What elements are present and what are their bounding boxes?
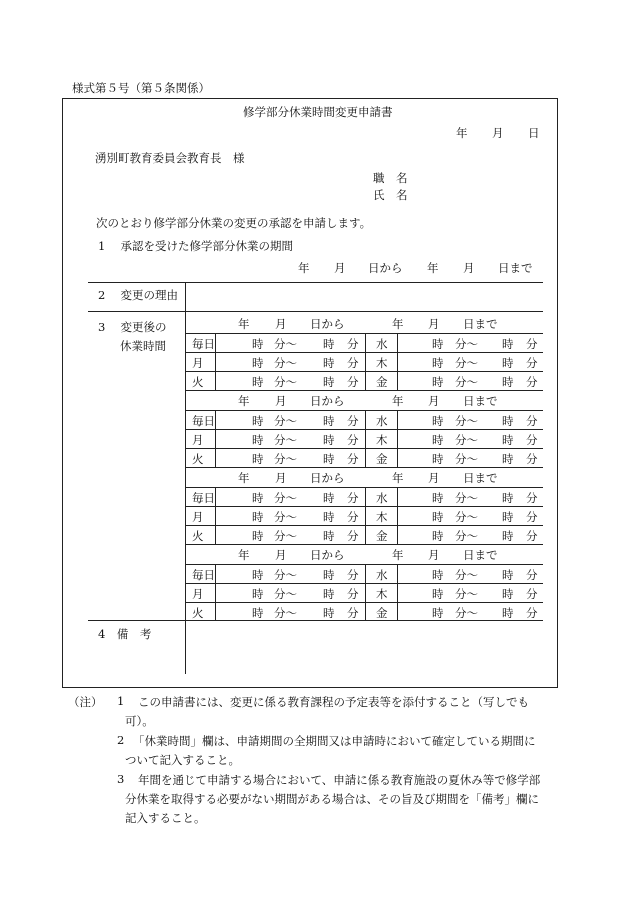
day-label: 毎日 [192, 568, 215, 582]
schedule-row-divider [185, 544, 543, 545]
minute-label: 分 [347, 356, 359, 370]
day-label: 毎日 [192, 337, 215, 351]
hour-label: 時 [502, 568, 514, 582]
day-column-divider [397, 410, 398, 467]
hour-label: 時 [432, 529, 444, 543]
day-label: 金 [376, 529, 388, 543]
hour-label: 時 [323, 375, 335, 389]
half-column-divider [365, 487, 366, 544]
name-label: 氏 名 [373, 188, 408, 202]
minute-label: 分 [526, 510, 538, 524]
minute-label: 分 [347, 414, 359, 428]
day-label: 火 [192, 606, 204, 620]
day-label: 火 [192, 529, 204, 543]
minute-label: 分 [526, 414, 538, 428]
minute-from-label: 分～ [274, 414, 297, 428]
period-to: 日まで [463, 471, 498, 485]
minute-from-label: 分～ [455, 606, 478, 620]
period-month: 月 [334, 261, 346, 275]
intro-text: 次のとおり修学部分休業の変更の承認を申請します。 [96, 216, 372, 230]
day-label: 水 [376, 337, 388, 351]
day-label: 月 [192, 510, 204, 524]
day-label: 火 [192, 452, 204, 466]
day-label: 水 [376, 568, 388, 582]
minute-label: 分 [347, 491, 359, 505]
row2-label: 2 変更の理由 [98, 288, 178, 302]
note3-text-cont2: 記入すること。 [125, 811, 206, 825]
hour-label: 時 [323, 452, 335, 466]
hour-label: 時 [502, 452, 514, 466]
period-to: 日まで [463, 548, 498, 562]
minute-from-label: 分～ [274, 510, 297, 524]
period-year: 年 [392, 548, 404, 562]
row3-label-line1: 3 変更後の [98, 320, 167, 334]
row1-label: 1 承認を受けた修学部分休業の期間 [98, 239, 293, 253]
hour-label: 時 [323, 587, 335, 601]
note1-text: この申請書には、変更に係る教育課程の予定表等を添付すること（写しでも [138, 695, 529, 709]
hour-label: 時 [432, 414, 444, 428]
day-column-divider [397, 564, 398, 621]
day-label: 水 [376, 414, 388, 428]
note2-text-cont: ついて記入すること。 [125, 753, 240, 767]
schedule-row-divider [185, 467, 543, 468]
hour-label: 時 [252, 606, 264, 620]
day-label: 金 [376, 375, 388, 389]
row4-label: 4 備 考 [98, 627, 152, 641]
hour-label: 時 [432, 375, 444, 389]
form-label: 様式第５号（第５条関係） [72, 81, 210, 95]
row-divider [88, 311, 543, 312]
row1-period [0, 258, 630, 278]
date-day-label: 日 [528, 126, 540, 140]
schedule-row-divider [185, 564, 543, 565]
hour-label: 時 [502, 529, 514, 543]
hour-label: 時 [432, 337, 444, 351]
minute-from-label: 分～ [274, 433, 297, 447]
schedule-row-divider [185, 448, 543, 449]
hour-label: 時 [323, 433, 335, 447]
hour-label: 時 [502, 433, 514, 447]
day-label: 金 [376, 606, 388, 620]
schedule-row-divider [185, 506, 543, 507]
period-from: 日から [310, 471, 345, 485]
minute-from-label: 分～ [274, 568, 297, 582]
minute-label: 分 [526, 356, 538, 370]
hour-label: 時 [323, 568, 335, 582]
schedule-row-divider [185, 352, 543, 353]
minute-from-label: 分～ [455, 529, 478, 543]
minute-label: 分 [347, 606, 359, 620]
period-year: 年 [238, 548, 250, 562]
minute-label: 分 [526, 375, 538, 389]
minute-from-label: 分～ [455, 491, 478, 505]
note3-text-cont: 分休業を取得する必要がない期間がある場合は、その旨及び期間を「備考」欄に [125, 792, 539, 806]
period-year: 年 [392, 471, 404, 485]
minute-from-label: 分～ [274, 606, 297, 620]
day-label: 月 [192, 356, 204, 370]
half-column-divider [365, 564, 366, 621]
period-year: 年 [392, 394, 404, 408]
period-month: 月 [428, 394, 440, 408]
minute-from-label: 分～ [455, 452, 478, 466]
period-to: 日まで [463, 394, 498, 408]
schedule-row-divider [185, 583, 543, 584]
hour-label: 時 [323, 356, 335, 370]
minute-label: 分 [347, 568, 359, 582]
hour-label: 時 [252, 414, 264, 428]
minute-label: 分 [347, 529, 359, 543]
minute-label: 分 [526, 606, 538, 620]
minute-label: 分 [526, 452, 538, 466]
hour-label: 時 [502, 337, 514, 351]
day-label: 木 [376, 433, 388, 447]
note3-text: 年間を通じて申請する場合において、申請に係る教育施設の夏休み等で修学部 [138, 773, 541, 787]
minute-from-label: 分～ [274, 452, 297, 466]
note1-number: 1 [117, 694, 125, 708]
minute-label: 分 [347, 587, 359, 601]
minute-from-label: 分～ [455, 337, 478, 351]
hour-label: 時 [323, 510, 335, 524]
hour-label: 時 [252, 510, 264, 524]
hour-label: 時 [252, 587, 264, 601]
hour-label: 時 [252, 568, 264, 582]
period-month: 月 [275, 471, 287, 485]
minute-from-label: 分～ [455, 375, 478, 389]
hour-label: 時 [432, 452, 444, 466]
day-label: 月 [192, 433, 204, 447]
minute-label: 分 [526, 529, 538, 543]
position-field[interactable] [420, 168, 540, 184]
hour-label: 時 [323, 414, 335, 428]
schedule-row-divider [185, 390, 543, 391]
half-column-divider [365, 410, 366, 467]
period-year: 年 [392, 317, 404, 331]
period-month: 月 [428, 471, 440, 485]
day-column-divider [215, 333, 216, 390]
hour-label: 時 [252, 337, 264, 351]
hour-label: 時 [502, 414, 514, 428]
note3-number: 3 [117, 772, 125, 786]
minute-label: 分 [526, 337, 538, 351]
day-label: 木 [376, 356, 388, 370]
addressee: 湧別町教育委員会教育長 様 [95, 151, 245, 165]
minute-label: 分 [526, 568, 538, 582]
period-year: 年 [238, 394, 250, 408]
minute-from-label: 分～ [455, 414, 478, 428]
day-label: 月 [192, 587, 204, 601]
schedule-row-divider [185, 602, 543, 603]
minute-label: 分 [347, 510, 359, 524]
hour-label: 時 [432, 568, 444, 582]
hour-label: 時 [502, 375, 514, 389]
schedule-row-divider [185, 525, 543, 526]
day-column-divider [215, 564, 216, 621]
label-column-divider [185, 282, 186, 674]
minute-from-label: 分～ [274, 375, 297, 389]
minute-from-label: 分～ [455, 433, 478, 447]
minute-from-label: 分～ [455, 587, 478, 601]
hour-label: 時 [252, 356, 264, 370]
day-column-divider [215, 410, 216, 467]
hour-label: 時 [323, 491, 335, 505]
day-column-divider [397, 333, 398, 390]
schedule-row-divider [185, 371, 543, 372]
period-year: 年 [427, 261, 439, 275]
hour-label: 時 [432, 433, 444, 447]
period-month: 月 [275, 394, 287, 408]
hour-label: 時 [432, 356, 444, 370]
row3-label-line2: 休業時間 [120, 339, 166, 353]
period-from: 日から [310, 548, 345, 562]
day-label: 水 [376, 491, 388, 505]
day-label: 木 [376, 510, 388, 524]
hour-label: 時 [323, 337, 335, 351]
minute-label: 分 [526, 587, 538, 601]
period-from: 日から [310, 394, 345, 408]
hour-label: 時 [502, 606, 514, 620]
hour-label: 時 [502, 587, 514, 601]
day-column-divider [215, 487, 216, 544]
day-label: 木 [376, 587, 388, 601]
hour-label: 時 [502, 356, 514, 370]
period-month: 月 [463, 261, 475, 275]
day-label: 火 [192, 375, 204, 389]
name-field[interactable] [420, 185, 540, 201]
row-divider [88, 282, 543, 283]
hour-label: 時 [502, 491, 514, 505]
day-label: 毎日 [192, 491, 215, 505]
period-month: 月 [275, 317, 287, 331]
day-column-divider [397, 487, 398, 544]
period-to: 日まで [463, 317, 498, 331]
period-month: 月 [428, 548, 440, 562]
hour-label: 時 [323, 606, 335, 620]
hour-label: 時 [432, 491, 444, 505]
date-month-label: 月 [492, 126, 504, 140]
hour-label: 時 [252, 433, 264, 447]
minute-from-label: 分～ [455, 510, 478, 524]
minute-from-label: 分～ [274, 356, 297, 370]
period-year: 年 [238, 317, 250, 331]
notes-prefix: （注） [68, 695, 103, 709]
schedule-row-divider [185, 333, 543, 334]
hour-label: 時 [252, 452, 264, 466]
minute-from-label: 分～ [274, 587, 297, 601]
period-from: 日から [310, 317, 345, 331]
schedule-row-divider [185, 429, 543, 430]
hour-label: 時 [432, 587, 444, 601]
minute-label: 分 [347, 452, 359, 466]
note1-text-cont: 可）。 [125, 714, 154, 728]
minute-label: 分 [347, 337, 359, 351]
hour-label: 時 [252, 529, 264, 543]
schedule-row-divider [185, 410, 543, 411]
minute-label: 分 [347, 375, 359, 389]
day-label: 毎日 [192, 414, 215, 428]
hour-label: 時 [432, 606, 444, 620]
hour-label: 時 [252, 375, 264, 389]
hour-label: 時 [432, 510, 444, 524]
minute-from-label: 分～ [274, 337, 297, 351]
hour-label: 時 [502, 510, 514, 524]
minute-label: 分 [347, 433, 359, 447]
note2-number: 2 [117, 733, 125, 747]
period-month: 月 [428, 317, 440, 331]
minute-from-label: 分～ [455, 568, 478, 582]
day-label: 金 [376, 452, 388, 466]
hour-label: 時 [323, 529, 335, 543]
hour-label: 時 [252, 491, 264, 505]
reason-field[interactable] [188, 285, 540, 309]
minute-from-label: 分～ [455, 356, 478, 370]
minute-from-label: 分～ [274, 491, 297, 505]
minute-from-label: 分～ [274, 529, 297, 543]
half-column-divider [365, 333, 366, 390]
period-from: 日から [368, 261, 403, 275]
period-year: 年 [298, 261, 310, 275]
position-label: 職 名 [373, 171, 408, 185]
form-title: 修学部分休業時間変更申請書 [243, 105, 393, 119]
date-year-label: 年 [456, 126, 468, 140]
period-to: 日まで [498, 261, 533, 275]
minute-label: 分 [526, 433, 538, 447]
period-month: 月 [275, 548, 287, 562]
remarks-field[interactable] [188, 623, 540, 671]
minute-label: 分 [526, 491, 538, 505]
period-year: 年 [238, 471, 250, 485]
note2-text: 「休業時間」欄は、申請期間の全期間又は申請時において確定している期間に [133, 734, 536, 748]
schedule-row-divider [185, 487, 543, 488]
